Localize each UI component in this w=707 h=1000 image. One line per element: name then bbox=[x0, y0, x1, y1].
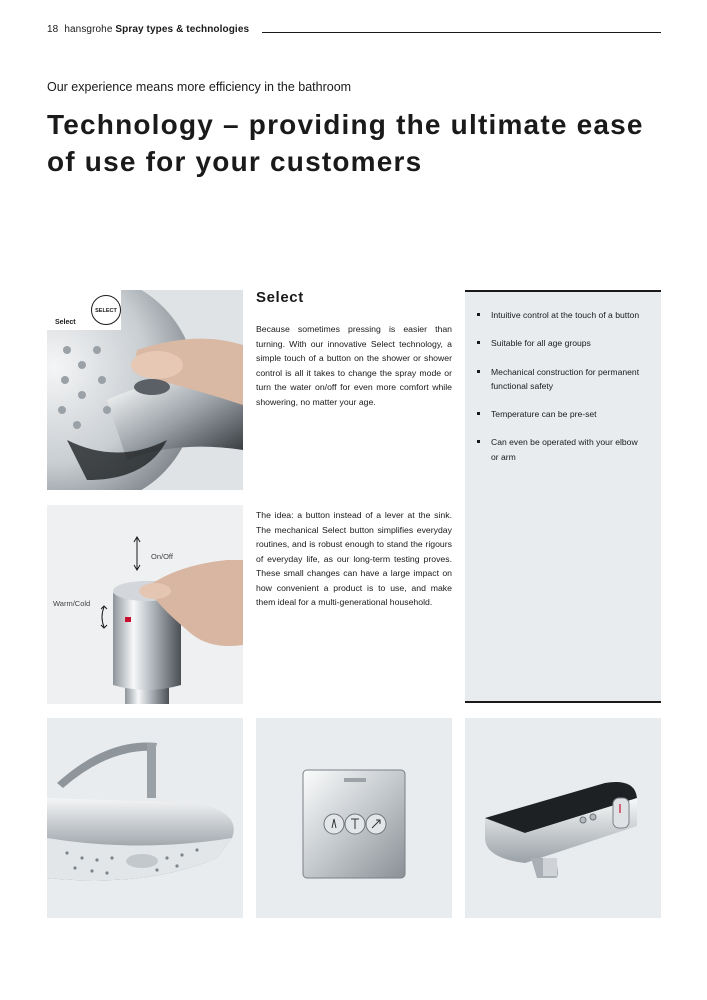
benefit-item: Suitable for all age groups bbox=[477, 336, 647, 350]
select-badge-circle: SELECT bbox=[91, 295, 121, 325]
bullet-icon bbox=[477, 440, 480, 443]
page-number: 18 bbox=[47, 24, 59, 35]
select-showerhead-photo bbox=[47, 290, 243, 490]
select-heading: Select bbox=[256, 289, 304, 306]
benefits-list bbox=[465, 292, 661, 464]
overhead-shower-photo bbox=[47, 718, 243, 918]
benefit-item: Can even be operated with your elbow or arm bbox=[477, 435, 647, 464]
header-rule bbox=[262, 32, 661, 33]
benefit-item: Intuitive control at the touch of a button bbox=[477, 308, 647, 322]
showertablet-thermostat-photo bbox=[465, 718, 661, 918]
bullet-icon bbox=[477, 412, 480, 415]
benefit-item: Mechanical construction for permanent functional safety bbox=[477, 365, 647, 394]
benefit-item: Temperature can be pre-set bbox=[477, 407, 647, 421]
brand-name: hansgrohe bbox=[64, 24, 113, 35]
on-off-label: On/Off bbox=[151, 552, 173, 561]
select-badge-label: Select bbox=[55, 319, 76, 326]
select-paragraph-1: Because sometimes pressing is easier than turning. With our innovative Select technology, a simple touch of a button on the shower or shower control is all it takes to change the spray mode or turn the water on/off for even more comfort while showering, no matter your age. bbox=[256, 324, 452, 407]
section-title: Spray types & technologies bbox=[115, 24, 250, 35]
page-subtitle: Our experience means more efficiency in the bathroom bbox=[47, 80, 352, 94]
showerselect-control-photo bbox=[256, 718, 452, 918]
page-header bbox=[47, 24, 249, 35]
page-title: Technology – providing the ultimate ease of use for your customers bbox=[47, 109, 644, 177]
select-badge bbox=[47, 290, 121, 330]
warm-cold-label: Warm/Cold bbox=[53, 599, 91, 608]
bullet-icon bbox=[477, 341, 480, 344]
bullet-icon bbox=[477, 370, 480, 373]
bullet-icon bbox=[477, 313, 480, 316]
select-paragraph-2: The idea: a button instead of a lever at the sink. The mechanical Select button simplifies everyday routines, and is robust enough to stand the rigours of everyday life, as our long-term testing proves. These small changes can have a large impact on how convenient a product is to use, and make them ideal for a multi-generational household. bbox=[256, 510, 452, 607]
select-faucet-photo bbox=[47, 505, 243, 704]
benefits-sidebar bbox=[465, 290, 661, 703]
